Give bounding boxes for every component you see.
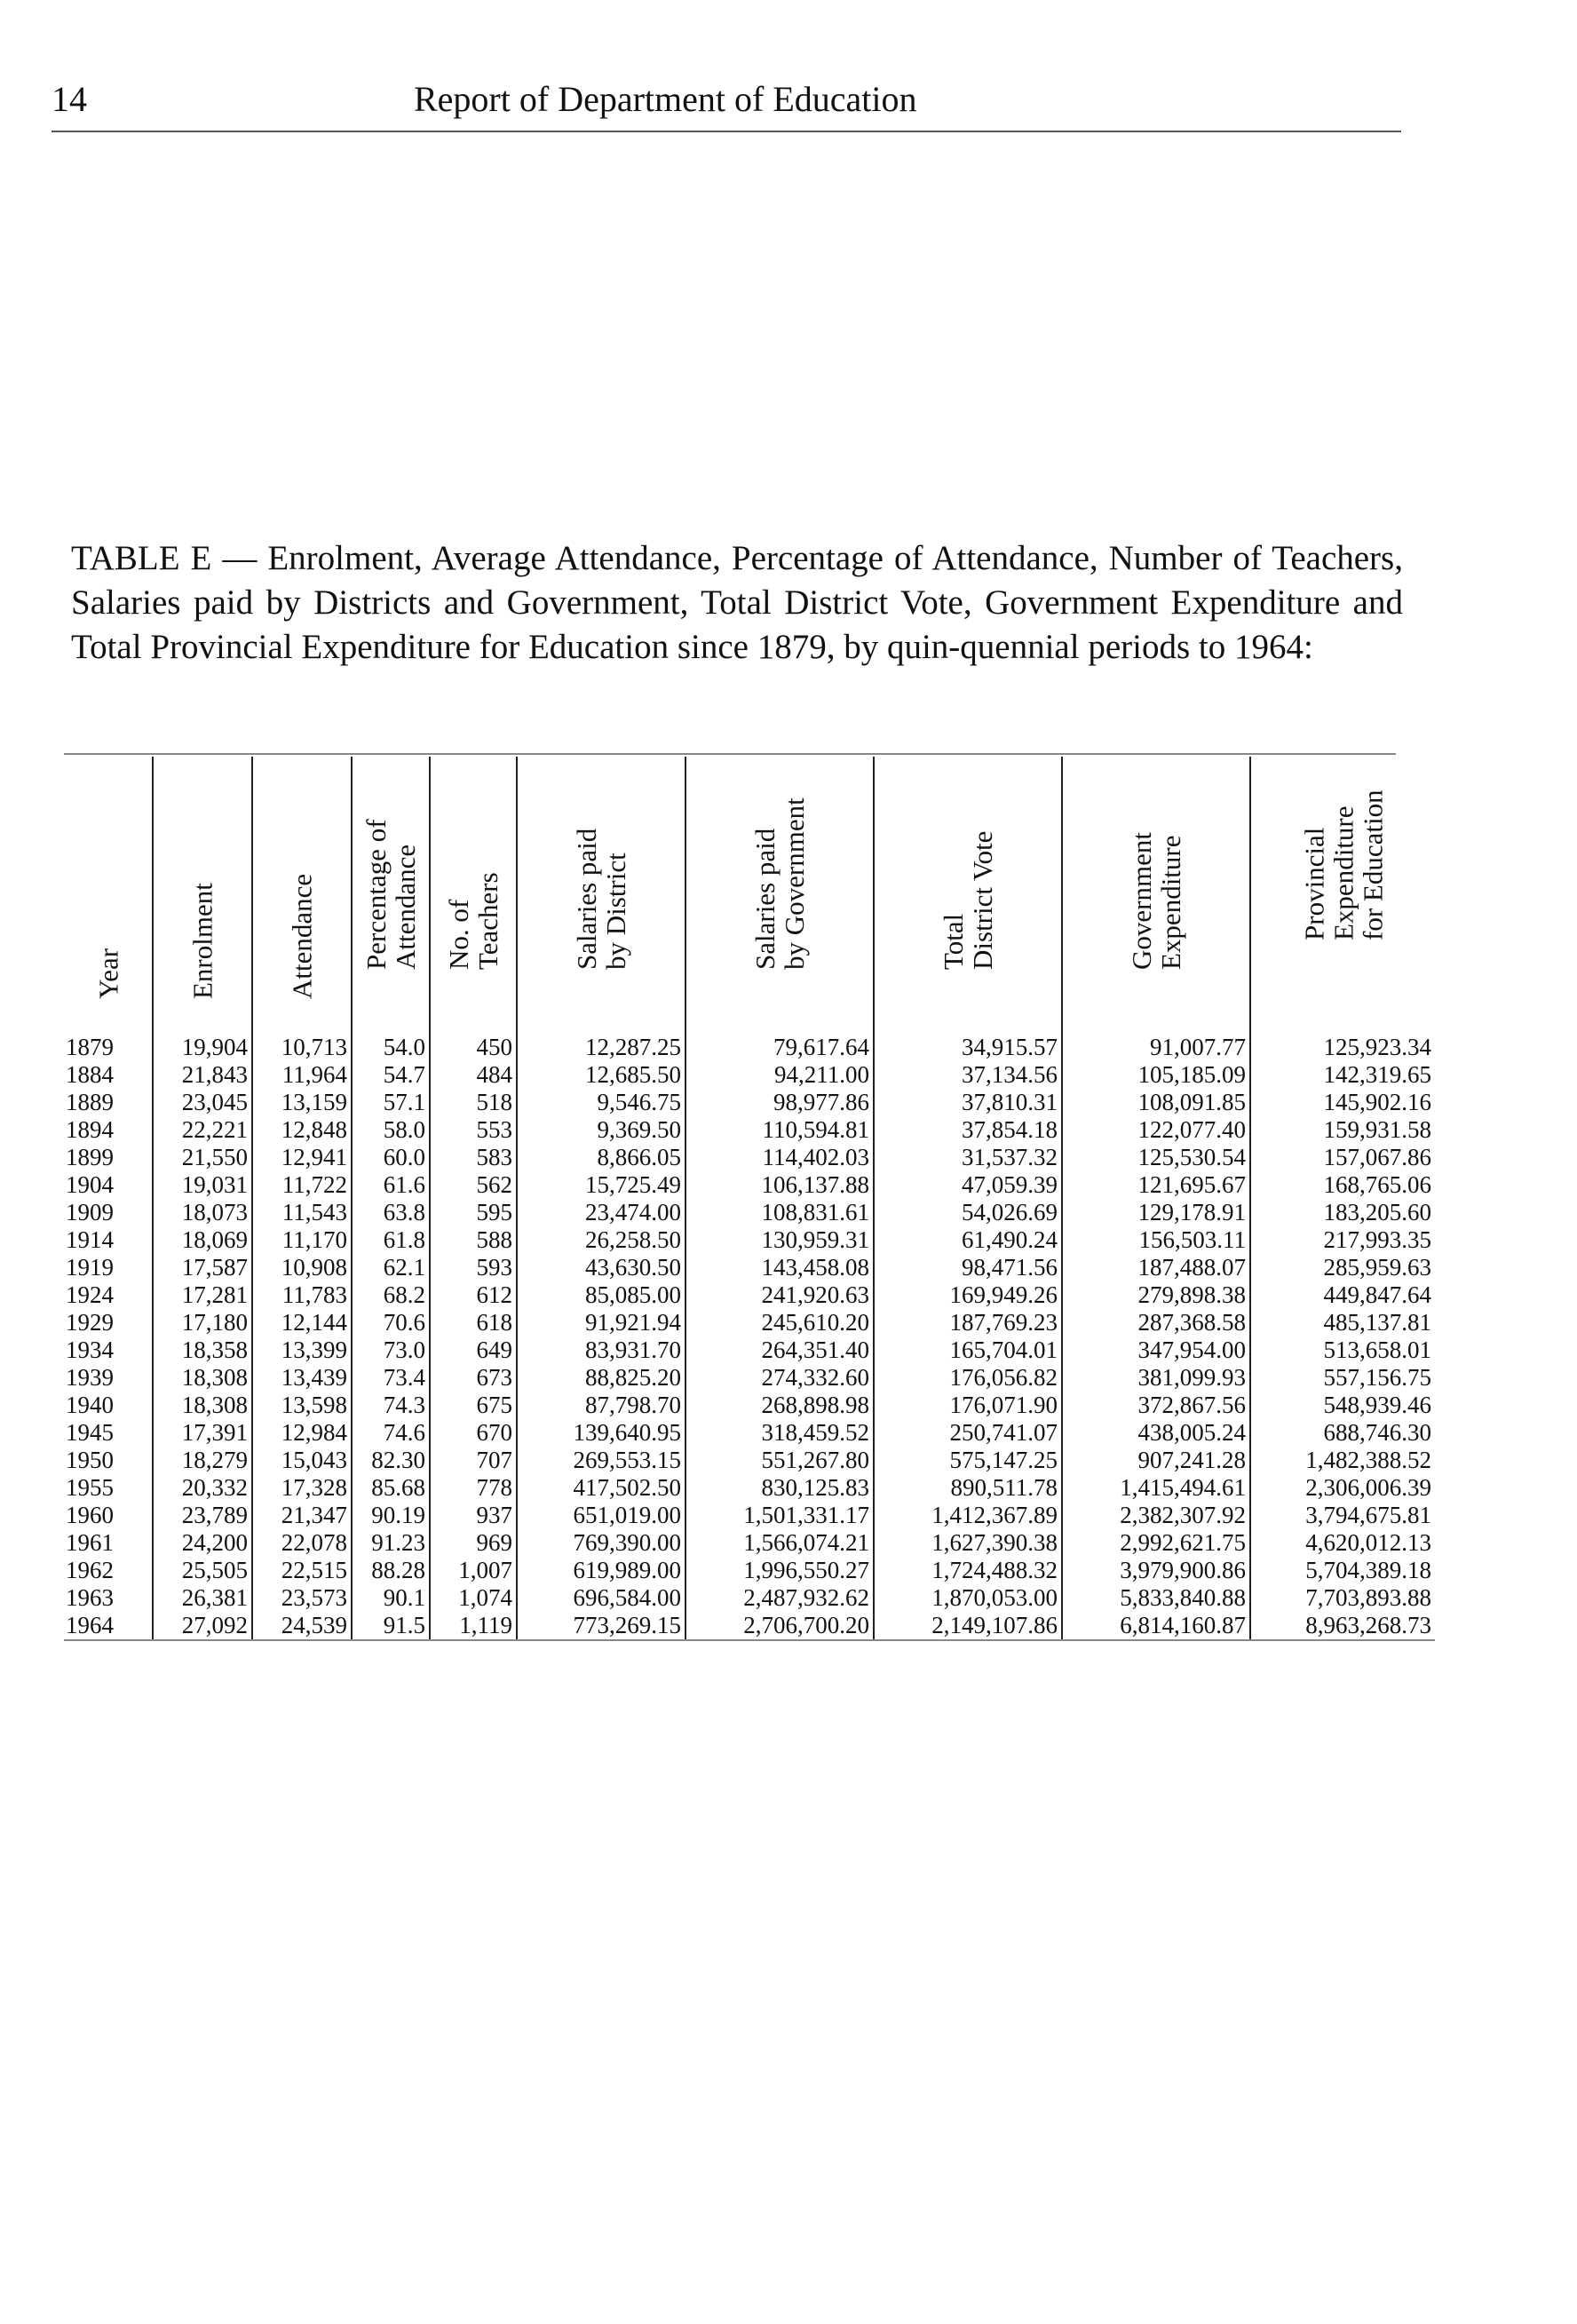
column-header-line: Percentage of: [361, 819, 392, 970]
table-row: [64, 1474, 1435, 1502]
table-cell: 12,685.50: [517, 1061, 685, 1089]
table-cell: 890,511.78: [874, 1474, 1062, 1502]
column-header-line: Salaries paid: [571, 828, 602, 970]
table-cell: 21,550: [153, 1144, 252, 1171]
column-header-line: Provincial: [1298, 827, 1329, 940]
table-cell: 969: [430, 1529, 517, 1557]
year-cell: 1879: [66, 1034, 114, 1060]
year-cell: 1894: [66, 1116, 114, 1143]
table-cell: 60.0: [352, 1144, 430, 1171]
column-header-line: Government: [1126, 832, 1157, 970]
table-cell: 557,156.75: [1250, 1364, 1435, 1392]
year-cell: 1955: [66, 1474, 114, 1501]
table-cell: 3,979,900.86: [1062, 1557, 1250, 1584]
table-body: [64, 1032, 1435, 1640]
table-cell: 18,073: [153, 1199, 252, 1226]
table-cell: 73.0: [352, 1336, 430, 1364]
year-cell: 1934: [66, 1336, 114, 1363]
table-cell: 593: [430, 1254, 517, 1281]
table-cell: 90.19: [352, 1502, 430, 1529]
table-cell: 18,069: [153, 1226, 252, 1254]
year-cell: 1961: [66, 1529, 114, 1556]
table-cell: 937: [430, 1502, 517, 1529]
column-header: [252, 757, 352, 1032]
table-cell: 10,713: [252, 1032, 352, 1061]
table-cell: 595: [430, 1199, 517, 1226]
column-header-label: [288, 874, 317, 999]
column-header-line: Teachers: [472, 872, 503, 970]
table-cell: 176,071.90: [874, 1392, 1062, 1419]
table-cell: 61,490.24: [874, 1226, 1062, 1254]
table-cell: 17,391: [153, 1419, 252, 1447]
table-cell: 61.8: [352, 1226, 430, 1254]
column-header: [874, 757, 1062, 1032]
column-header-label: [188, 883, 218, 999]
table-cell: 649: [430, 1336, 517, 1364]
table-cell: 17,328: [252, 1474, 352, 1502]
column-header-line: by District: [600, 853, 631, 970]
table-cell: 108,091.85: [1062, 1089, 1250, 1116]
table-cell: 438,005.24: [1062, 1419, 1250, 1447]
table-cell: 1,007: [430, 1557, 517, 1584]
table-cell: 13,598: [252, 1392, 352, 1419]
table-cell: 347,954.00: [1062, 1336, 1250, 1364]
table-row: [64, 1061, 1435, 1089]
column-header-line: District Vote: [967, 830, 998, 970]
year-cell: 1945: [66, 1419, 114, 1446]
year-cell: 1899: [66, 1144, 114, 1170]
year-cell: 1884: [66, 1061, 114, 1088]
table-cell: 21,347: [252, 1502, 352, 1529]
table-cell: 1,074: [430, 1584, 517, 1612]
table-cell: 1,996,550.27: [685, 1557, 874, 1584]
table-cell: 485,137.81: [1250, 1309, 1435, 1336]
table-row: [64, 1502, 1435, 1529]
table-cell: 70.6: [352, 1309, 430, 1336]
column-header-label: [750, 797, 809, 970]
table-cell: 26,381: [153, 1584, 252, 1612]
year-cell: 1904: [66, 1171, 114, 1198]
table-cell: 13,439: [252, 1364, 352, 1392]
table-cell: 562: [430, 1171, 517, 1199]
table-cell: 612: [430, 1281, 517, 1309]
table-cell: 105,185.09: [1062, 1061, 1250, 1089]
column-header-line: Expenditure: [1155, 835, 1186, 970]
header-row: [64, 757, 1435, 1032]
table-cell: 43,630.50: [517, 1254, 685, 1281]
table-cell: 269,553.15: [517, 1447, 685, 1474]
table-cell: 484: [430, 1061, 517, 1089]
table-cell: 10,908: [252, 1254, 352, 1281]
table-cell: 1,501,331.17: [685, 1502, 874, 1529]
table-cell: 47,059.39: [874, 1171, 1062, 1199]
table-row: [64, 1447, 1435, 1474]
table-row: [64, 1392, 1435, 1419]
table-cell: 2,306,006.39: [1250, 1474, 1435, 1502]
table-cell: 2,149,107.86: [874, 1612, 1062, 1640]
table-cell: 156,503.11: [1062, 1226, 1250, 1254]
statistics-table: [64, 757, 1435, 1641]
column-header-label: [572, 829, 630, 970]
year-cell: 1963: [66, 1584, 114, 1611]
table-cell: 54.0: [352, 1032, 430, 1061]
table-row: [64, 1144, 1435, 1171]
table-cell: 125,923.34: [1250, 1032, 1435, 1061]
year-cell: 1929: [66, 1309, 114, 1336]
column-header-label: [1127, 832, 1185, 970]
table-cell: 159,931.58: [1250, 1116, 1435, 1144]
table-cell: 773,269.15: [517, 1612, 685, 1640]
column-header: [153, 757, 252, 1032]
table-cell: 696,584.00: [517, 1584, 685, 1612]
table-cell: 61.6: [352, 1171, 430, 1199]
table-cell: 279,898.38: [1062, 1281, 1250, 1309]
table-cell: 1,412,367.89: [874, 1502, 1062, 1529]
table-cell: 11,722: [252, 1171, 352, 1199]
table-cell: 18,308: [153, 1392, 252, 1419]
table-cell: 74.3: [352, 1392, 430, 1419]
table-cell: 54,026.69: [874, 1199, 1062, 1226]
table-cell: 129,178.91: [1062, 1199, 1250, 1226]
table-cell: 21,843: [153, 1061, 252, 1089]
table-cell: 13,399: [252, 1336, 352, 1364]
table-cell: 2,487,932.62: [685, 1584, 874, 1612]
table-cell: 11,170: [252, 1226, 352, 1254]
table-cell: 707: [430, 1447, 517, 1474]
table-cell: 287,368.58: [1062, 1309, 1250, 1336]
table-row: [64, 1309, 1435, 1336]
table-cell: 551,267.80: [685, 1447, 874, 1474]
table-cell: 15,043: [252, 1447, 352, 1474]
table-cell: 11,783: [252, 1281, 352, 1309]
table-cell: 125,530.54: [1062, 1144, 1250, 1171]
table-cell: 12,848: [252, 1116, 352, 1144]
column-header-line: by Government: [779, 797, 810, 970]
column-header: [352, 757, 430, 1032]
table-cell: 183,205.60: [1250, 1199, 1435, 1226]
table-cell: 31,537.32: [874, 1144, 1062, 1171]
table-cell: 20,332: [153, 1474, 252, 1502]
table-cell: 513,658.01: [1250, 1336, 1435, 1364]
column-header-label: [1299, 789, 1387, 940]
table-cell: 57.1: [352, 1089, 430, 1116]
table-row: [64, 1336, 1435, 1364]
column-header: [517, 757, 685, 1032]
table-cell: 54.7: [352, 1061, 430, 1089]
table-cell: 553: [430, 1116, 517, 1144]
table-cell: 575,147.25: [874, 1447, 1062, 1474]
table-cell: 26,258.50: [517, 1226, 685, 1254]
table-cell: 62.1: [352, 1254, 430, 1281]
table-cell: 264,351.40: [685, 1336, 874, 1364]
table-cell: 98,471.56: [874, 1254, 1062, 1281]
table-cell: 675: [430, 1392, 517, 1419]
column-header-line: Year: [92, 948, 123, 999]
table-cell: 88,825.20: [517, 1364, 685, 1392]
table-cell: 68.2: [352, 1281, 430, 1309]
table-cell: 22,078: [252, 1529, 352, 1557]
year-cell: 1939: [66, 1364, 114, 1391]
table-cell: 12,941: [252, 1144, 352, 1171]
column-header-line: Expenditure: [1327, 805, 1359, 940]
column-header-label: [444, 872, 503, 970]
table-cell: 18,358: [153, 1336, 252, 1364]
table-cell: 74.6: [352, 1419, 430, 1447]
table-cell: 37,854.18: [874, 1116, 1062, 1144]
table-cell: 673: [430, 1364, 517, 1392]
table-cell: 372,867.56: [1062, 1392, 1250, 1419]
table-cell: 17,281: [153, 1281, 252, 1309]
table-cell: 769,390.00: [517, 1529, 685, 1557]
table-cell: 73.4: [352, 1364, 430, 1392]
year-cell: 1914: [66, 1226, 114, 1253]
table-cell: 106,137.88: [685, 1171, 874, 1199]
table-cell: 25,505: [153, 1557, 252, 1584]
table-cell: 2,382,307.92: [1062, 1502, 1250, 1529]
year-cell: 1940: [66, 1392, 114, 1418]
table-cell: 9,546.75: [517, 1089, 685, 1116]
table-row: [64, 1557, 1435, 1584]
table-cell: 583: [430, 1144, 517, 1171]
table-cell: 58.0: [352, 1116, 430, 1144]
table-cell: 85.68: [352, 1474, 430, 1502]
year-cell: 1960: [66, 1502, 114, 1528]
table-cell: 217,993.35: [1250, 1226, 1435, 1254]
table-cell: 18,279: [153, 1447, 252, 1474]
table-cell: 268,898.98: [685, 1392, 874, 1419]
table-cell: 245,610.20: [685, 1309, 874, 1336]
table-cell: 274,332.60: [685, 1364, 874, 1392]
table-cell: 19,031: [153, 1171, 252, 1199]
table-cell: 24,539: [252, 1612, 352, 1640]
table-cell: 108,831.61: [685, 1199, 874, 1226]
table-row: [64, 1032, 1435, 1061]
column-header-line: Enrolment: [186, 883, 218, 999]
table-cell: 176,056.82: [874, 1364, 1062, 1392]
table-cell: 34,915.57: [874, 1032, 1062, 1061]
table-cell: 8,866.05: [517, 1144, 685, 1171]
table-cell: 145,902.16: [1250, 1089, 1435, 1116]
table-cell: 250,741.07: [874, 1419, 1062, 1447]
table-cell: 3,794,675.81: [1250, 1502, 1435, 1529]
table-cell: 19,904: [153, 1032, 252, 1061]
column-header-line: for Education: [1357, 789, 1388, 940]
table-cell: 23,573: [252, 1584, 352, 1612]
table-cell: 1,870,053.00: [874, 1584, 1062, 1612]
table-cell: 22,515: [252, 1557, 352, 1584]
year-cell: 1919: [66, 1254, 114, 1281]
table-row: [64, 1089, 1435, 1116]
table-cell: 449,847.64: [1250, 1281, 1435, 1309]
table-cell: 670: [430, 1419, 517, 1447]
table-cell: 168,765.06: [1250, 1171, 1435, 1199]
table-cell: 27,092: [153, 1612, 252, 1640]
table-cell: 23,045: [153, 1089, 252, 1116]
year-cell: 1924: [66, 1281, 114, 1308]
table-row: [64, 1199, 1435, 1226]
table-cell: 6,814,160.87: [1062, 1612, 1250, 1640]
table-cell: 91.23: [352, 1529, 430, 1557]
table-cell: 8,963,268.73: [1250, 1612, 1435, 1640]
table-row: [64, 1419, 1435, 1447]
table-cell: 619,989.00: [517, 1557, 685, 1584]
table-cell: 1,627,390.38: [874, 1529, 1062, 1557]
table-cell: 143,458.08: [685, 1254, 874, 1281]
table-cell: 381,099.93: [1062, 1364, 1250, 1392]
table-cell: 94,211.00: [685, 1061, 874, 1089]
table-cell: 17,180: [153, 1309, 252, 1336]
table-row: [64, 1529, 1435, 1557]
table-row: [64, 1612, 1435, 1640]
year-cell: 1950: [66, 1447, 114, 1473]
table-cell: 63.8: [352, 1199, 430, 1226]
table-cell: 24,200: [153, 1529, 252, 1557]
header-rule: [52, 131, 1401, 132]
table-cell: 285,959.63: [1250, 1254, 1435, 1281]
table-cell: 142,319.65: [1250, 1061, 1435, 1089]
table-cell: 5,833,840.88: [1062, 1584, 1250, 1612]
table-cell: 79,617.64: [685, 1032, 874, 1061]
table-cell: 548,939.46: [1250, 1392, 1435, 1419]
table-cell: 139,640.95: [517, 1419, 685, 1447]
table-cell: 37,134.56: [874, 1061, 1062, 1089]
table-cell: 12,287.25: [517, 1032, 685, 1061]
table-cell: 11,543: [252, 1199, 352, 1226]
table-cell: 778: [430, 1474, 517, 1502]
table-cell: 1,724,488.32: [874, 1557, 1062, 1584]
column-header: [64, 757, 153, 1032]
table-cell: 187,488.07: [1062, 1254, 1250, 1281]
table-cell: 122,077.40: [1062, 1116, 1250, 1144]
table-cell: 1,119: [430, 1612, 517, 1640]
table-cell: 157,067.86: [1250, 1144, 1435, 1171]
table-cell: 91.5: [352, 1612, 430, 1640]
table-row: [64, 1364, 1435, 1392]
table-cell: 11,964: [252, 1061, 352, 1089]
column-header-label: [361, 819, 420, 970]
table-cell: 130,959.31: [685, 1226, 874, 1254]
table-cell: 588: [430, 1226, 517, 1254]
column-header: [1250, 757, 1435, 1032]
table-cell: 37,810.31: [874, 1089, 1062, 1116]
caption-text: Enrolment, Average Attendance, Percentage of Attendance, Number of Teachers, Salaries paid by Districts and Government, Total District Vote, Government Expenditure and Total Provincial Expenditure for Education since 1879, by quin-quennial periods to 1964:: [71, 539, 1412, 666]
column-header: [1062, 757, 1250, 1032]
column-header: [430, 757, 517, 1032]
table-cell: 241,920.63: [685, 1281, 874, 1309]
table-row: [64, 1584, 1435, 1612]
table-cell: 518: [430, 1089, 517, 1116]
year-cell: 1962: [66, 1557, 114, 1583]
table-cell: 169,949.26: [874, 1281, 1062, 1309]
page-number: 14: [52, 79, 87, 119]
table-row: [64, 1226, 1435, 1254]
table-cell: 91,007.77: [1062, 1032, 1250, 1061]
year-cell: 1964: [64, 1612, 153, 1640]
column-header-line: Attendance: [390, 844, 421, 970]
table-cell: 4,620,012.13: [1250, 1529, 1435, 1557]
table-cell: 318,459.52: [685, 1419, 874, 1447]
table-cell: 688,746.30: [1250, 1419, 1435, 1447]
table-row: [64, 1254, 1435, 1281]
table-cell: 82.30: [352, 1447, 430, 1474]
table-cell: 2,992,621.75: [1062, 1529, 1250, 1557]
table-cell: 7,703,893.88: [1250, 1584, 1435, 1612]
table-cell: 5,704,389.18: [1250, 1557, 1435, 1584]
table-cell: 22,221: [153, 1116, 252, 1144]
table-cell: 187,769.23: [874, 1309, 1062, 1336]
table-caption: [71, 536, 1412, 670]
table-cell: 651,019.00: [517, 1502, 685, 1529]
table-cell: 13,159: [252, 1089, 352, 1116]
table-cell: 165,704.01: [874, 1336, 1062, 1364]
table-cell: 12,144: [252, 1309, 352, 1336]
table-cell: 110,594.81: [685, 1116, 874, 1144]
column-header: [685, 757, 874, 1032]
table-cell: 1,566,074.21: [685, 1529, 874, 1557]
column-header-line: Total: [938, 913, 969, 970]
table-cell: 1,482,388.52: [1250, 1447, 1435, 1474]
table-cell: 830,125.83: [685, 1474, 874, 1502]
column-header-line: Salaries paid: [749, 828, 781, 970]
table-cell: 450: [430, 1032, 517, 1061]
year-cell: 1909: [66, 1199, 114, 1225]
caption-lead: TABLE E —: [71, 539, 268, 577]
table-cell: 83,931.70: [517, 1336, 685, 1364]
column-header-label: [939, 831, 997, 970]
column-header-label: [93, 948, 123, 999]
table-top-rule: [64, 753, 1396, 755]
table-cell: 18,308: [153, 1364, 252, 1392]
table-cell: 85,085.00: [517, 1281, 685, 1309]
table-cell: 90.1: [352, 1584, 430, 1612]
table-cell: 91,921.94: [517, 1309, 685, 1336]
column-header-line: Attendance: [286, 873, 318, 999]
table-row: [64, 1281, 1435, 1309]
table-cell: 417,502.50: [517, 1474, 685, 1502]
table-cell: 907,241.28: [1062, 1447, 1250, 1474]
table-cell: 9,369.50: [517, 1116, 685, 1144]
table-cell: 88.28: [352, 1557, 430, 1584]
table-cell: 23,789: [153, 1502, 252, 1529]
table-cell: 17,587: [153, 1254, 252, 1281]
table-cell: 98,977.86: [685, 1089, 874, 1116]
table-cell: 2,706,700.20: [685, 1612, 874, 1640]
running-title: Report of Department of Education: [414, 79, 917, 119]
table-row: [64, 1171, 1435, 1199]
table-cell: 12,984: [252, 1419, 352, 1447]
column-header-line: No. of: [443, 899, 474, 970]
table-cell: 1,415,494.61: [1062, 1474, 1250, 1502]
table-cell: 121,695.67: [1062, 1171, 1250, 1199]
table-cell: 15,725.49: [517, 1171, 685, 1199]
year-cell: 1889: [66, 1089, 114, 1115]
table-row: [64, 1116, 1435, 1144]
table-cell: 23,474.00: [517, 1199, 685, 1226]
table-cell: 87,798.70: [517, 1392, 685, 1419]
table-cell: 618: [430, 1309, 517, 1336]
table-cell: 114,402.03: [685, 1144, 874, 1171]
